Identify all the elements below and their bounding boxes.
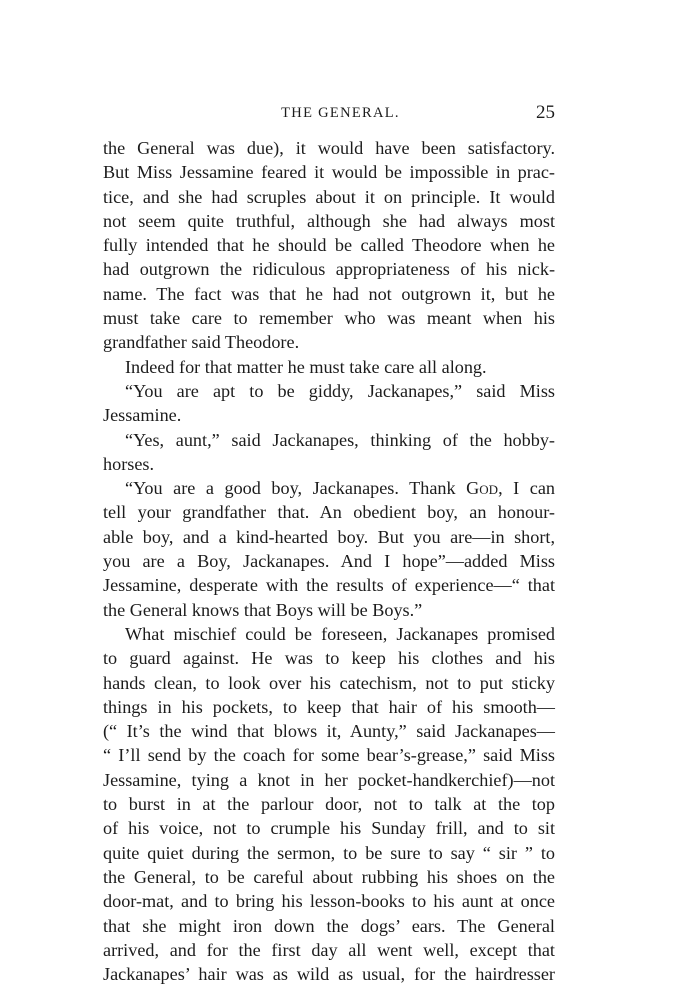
text-line: fully intended that he should be called Theodore when he xyxy=(103,235,555,256)
text-line: “Yes, aunt,” said Jackanapes, thinking of the hobby- xyxy=(125,429,555,450)
text-line: hands clean, to look over his catechism, not to put sticky xyxy=(103,672,555,693)
text-line: able boy, and a kind-hearted boy. But you are—in short, xyxy=(103,526,555,547)
text-line: “You are a good boy, Jackanapes. Thank God, I can xyxy=(125,478,556,499)
text-line: not seem quite truthful, although she had always most xyxy=(103,210,555,231)
text-line: quite quiet during the sermon, to be sure to say “ sir ” to xyxy=(103,842,555,863)
text-line: But Miss Jessamine feared it would be impossible in prac- xyxy=(103,162,555,183)
running-title: THE GENERAL. xyxy=(281,105,400,121)
text-line: must take care to remember who was meant when his xyxy=(103,308,555,329)
text-line: What mischief could be foreseen, Jackanapes promised xyxy=(125,623,555,644)
text-line: Jackanapes’ hair was as wild as usual, for the hairdresser xyxy=(103,964,555,985)
text-line: door-mat, and to bring his lesson-books to his aunt at once xyxy=(103,891,555,912)
text-line: “ I’ll send by the coach for some bear’s-grease,” said Miss xyxy=(103,745,555,766)
running-head xyxy=(0,102,681,126)
text-line: to burst in at the parlour door, not to talk at the top xyxy=(103,794,555,815)
text-line: that she might iron down the dogs’ ears. The General xyxy=(103,915,555,936)
text-line: you are a Boy, Jackanapes. And I hope”—added Miss xyxy=(103,551,555,572)
page-number: 25 xyxy=(536,102,555,123)
text-line: horses. xyxy=(103,453,155,474)
text-line: Jessamine, tying a knot in her pocket-handkerchief)—not xyxy=(103,769,555,790)
text-line: arrived, and for the first day all went well, except that xyxy=(103,939,555,960)
text-line: to guard against. He was to keep his clothes and his xyxy=(103,648,555,669)
text-line: the General knows that Boys will be Boys.” xyxy=(103,599,423,620)
text-line: name. The fact was that he had not outgrown it, but he xyxy=(103,283,555,304)
text-line: grandfather said Theodore. xyxy=(103,332,300,353)
body-text xyxy=(103,136,555,986)
text-line: Jessamine, desperate with the results of experience—“ that xyxy=(103,575,555,596)
text-line: Indeed for that matter he must take care all along. xyxy=(125,356,487,377)
text-line: (“ It’s the wind that blows it, Aunty,” said Jackanapes— xyxy=(103,721,555,742)
text-line: tice, and she had scruples about it on principle. It would xyxy=(103,186,555,207)
text-line: the General was due), it would have been satisfactory. xyxy=(103,138,555,158)
text-line: had outgrown the ridiculous appropriateness of his nick- xyxy=(103,259,555,280)
text-line: Jessamine. xyxy=(103,405,182,426)
text-line: “You are apt to be giddy, Jackanapes,” said Miss xyxy=(125,380,555,401)
text-line: tell your grandfather that. An obedient boy, an honour- xyxy=(103,502,555,523)
text-line: the General, to be careful about rubbing his shoes on the xyxy=(103,866,555,887)
text-line: things in his pockets, to keep that hair of his smooth— xyxy=(103,696,555,717)
text-line: of his voice, not to crumple his Sunday frill, and to sit xyxy=(103,818,555,839)
